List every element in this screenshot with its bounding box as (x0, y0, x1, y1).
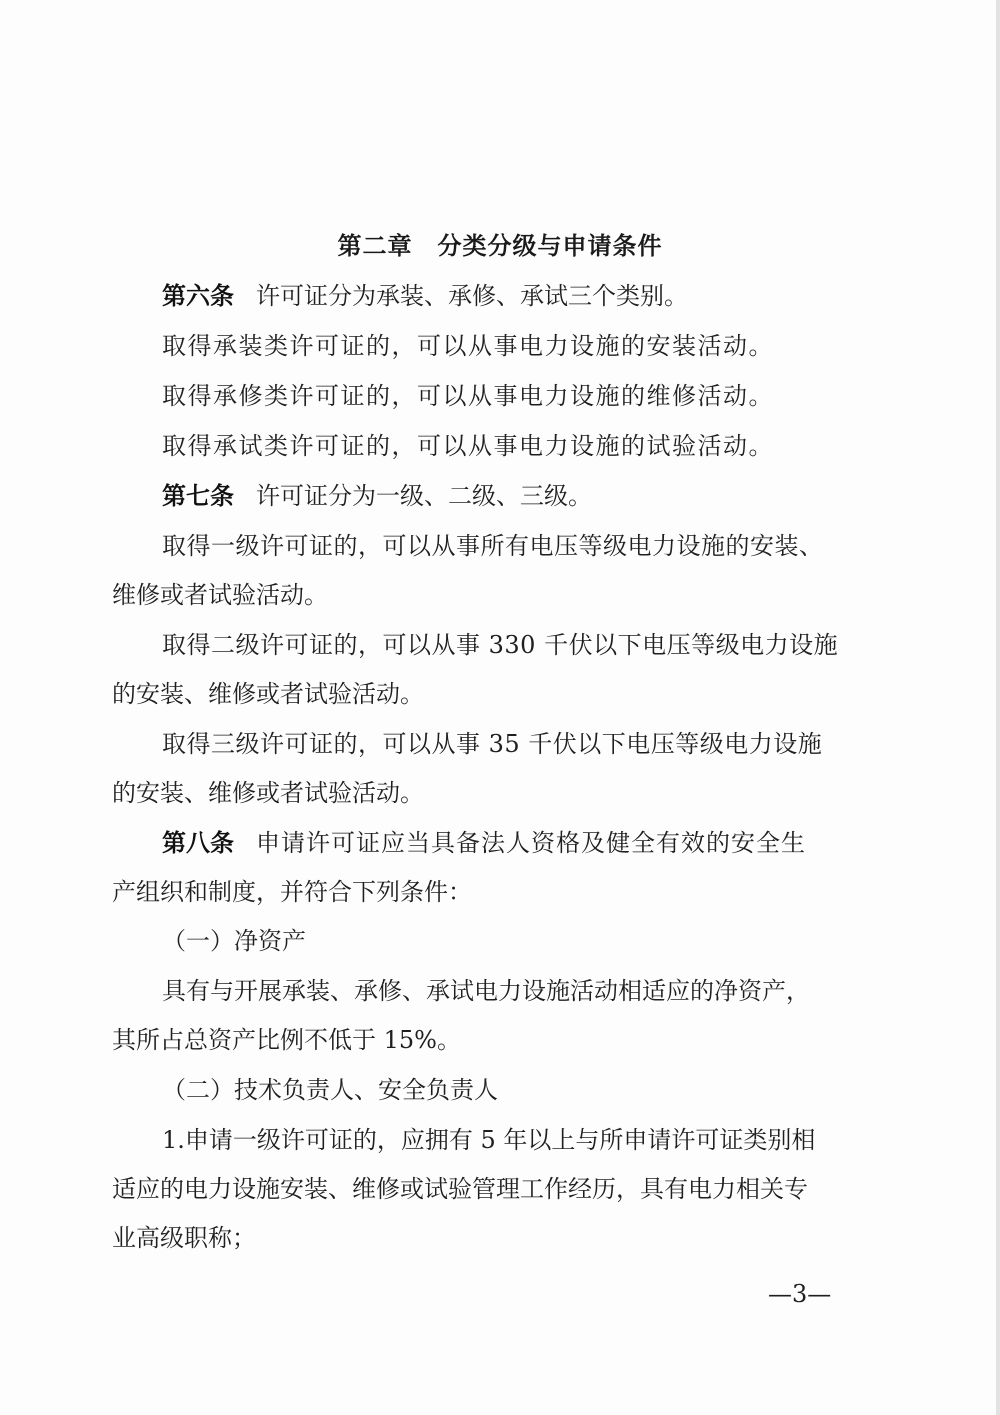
article-8-text-line-2: 产组织和制度，并符合下列条件： (112, 878, 472, 906)
item-2-sub-1-line-2: 适应的电力设施安装、维修或试验管理工作经历，具有电力相关专 (112, 1175, 808, 1203)
article-8-line (162, 828, 806, 858)
article-6-label: 第六条 (162, 282, 234, 310)
article-7-paragraph-3-line-2: 的安装、维修或者试验活动。 (112, 779, 424, 807)
item-2-sub-1-line-1: 1.申请一级许可证的，应拥有 5 年以上与所申请许可证类别相 (162, 1126, 816, 1154)
item-2-title: （二）技术负责人、安全负责人 (162, 1076, 498, 1104)
article-8-text-line-1: 申请许可证应当具备法人资格及健全有效的安全生 (256, 829, 806, 857)
page-edge-shadow (996, 0, 1000, 1415)
article-7-line (162, 481, 592, 511)
chapter-heading: 第二章 分类分级与申请条件 (337, 232, 663, 260)
item-1-title: （一）净资产 (162, 927, 306, 955)
article-7-text: 许可证分为一级、二级、三级。 (256, 482, 592, 510)
article-8-label: 第八条 (162, 829, 234, 857)
item-1-line-2: 其所占总资产比例不低于 15%。 (112, 1026, 461, 1054)
article-7-paragraph-2-line-1: 取得二级许可证的，可以从事 330 千伏以下电压等级电力设施 (162, 631, 839, 659)
article-7-paragraph-1-line-2: 维修或者试验活动。 (112, 581, 328, 609)
page-number: —3— (768, 1280, 832, 1308)
article-6-paragraph-3: 取得承试类许可证的，可以从事电力设施的试验活动。 (162, 432, 774, 460)
item-2-sub-1-line-3: 业高级职称； (112, 1224, 256, 1252)
article-7-paragraph-1-line-1: 取得一级许可证的，可以从事所有电压等级电力设施的安装、 (162, 532, 824, 560)
article-7-paragraph-3-line-1: 取得三级许可证的，可以从事 35 千伏以下电压等级电力设施 (162, 730, 823, 758)
item-1-line-1: 具有与开展承装、承修、承试电力设施活动相适应的净资产， (162, 977, 810, 1005)
article-6-paragraph-2: 取得承修类许可证的，可以从事电力设施的维修活动。 (162, 382, 774, 410)
article-6-paragraph-1: 取得承装类许可证的，可以从事电力设施的安装活动。 (162, 332, 774, 360)
article-7-paragraph-2-line-2: 的安装、维修或者试验活动。 (112, 680, 424, 708)
article-6-line (162, 281, 688, 311)
article-7-label: 第七条 (162, 482, 234, 510)
article-6-text: 许可证分为承装、承修、承试三个类别。 (256, 282, 688, 310)
